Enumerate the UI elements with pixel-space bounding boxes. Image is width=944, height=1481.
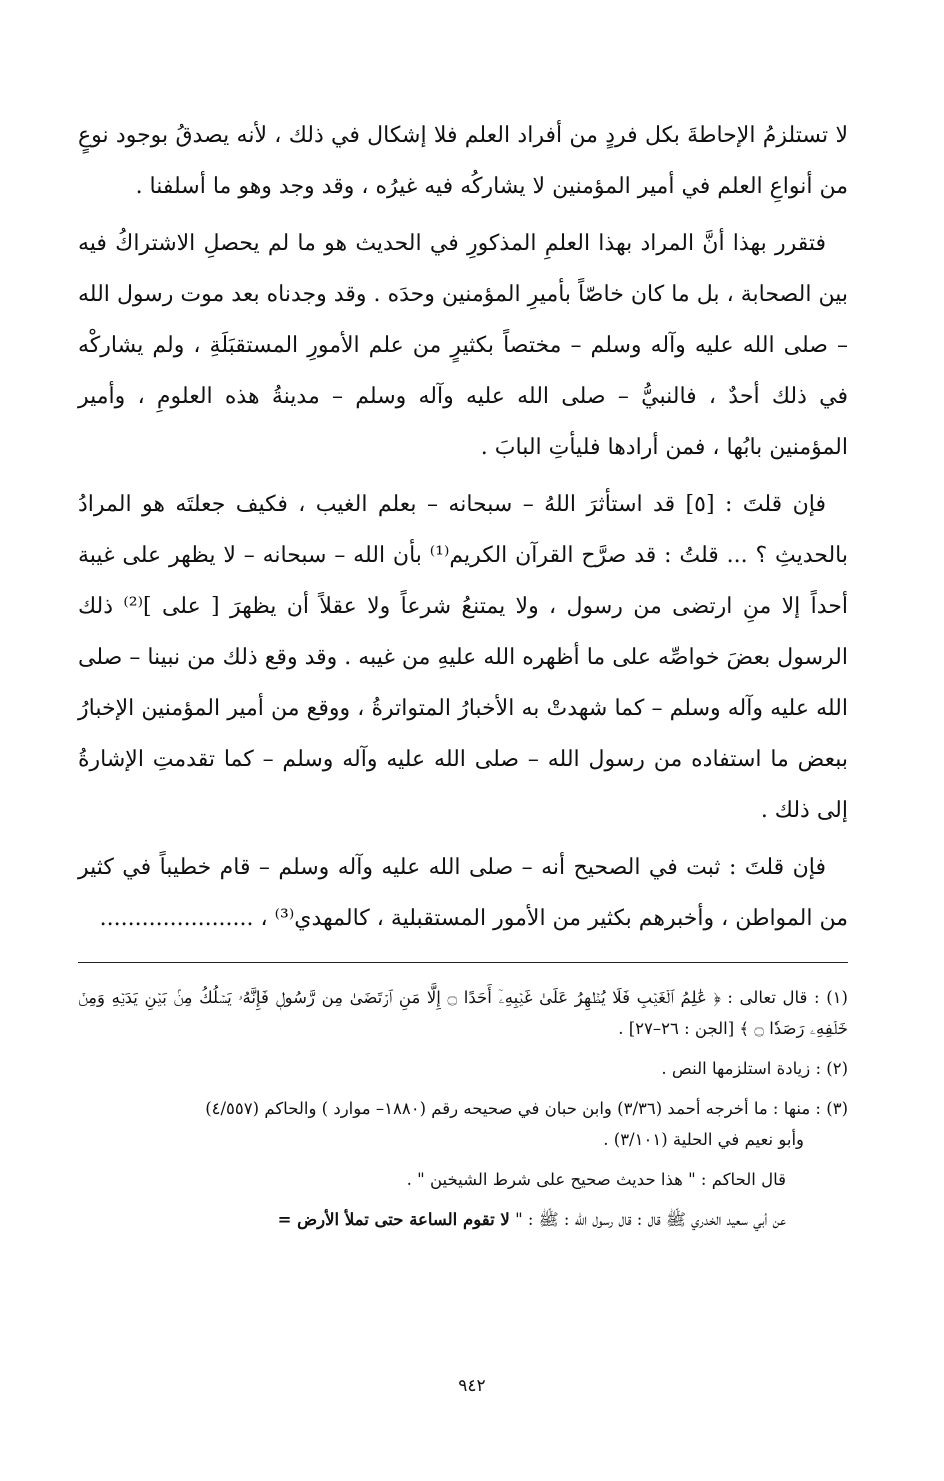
footnote-3-hakim: قال الحاكم : " هذا حديث صحيح على شرط الشيخين " .	[406, 1170, 786, 1189]
footnote-3-hadith-bold: لا تقوم الساعة حتى تملأ الأرض =	[277, 1210, 510, 1229]
footnote-1: (١) : قال تعالى : ﴿ عَٰلِمُ ٱلۡغَيۡبِ فَلَا يُظۡهِرُ عَلَىٰ غَيۡبِهِۦٓ أَحَدًا ۝ إِلَّا مَنِ ٱرۡتَضَىٰ مِن رَّسُولٖ فَإِنَّهُۥ يَسۡلُكُ مِنۢ بَيۡنِ يَدَيۡهِ وَمِنۡ خَلۡفِهِۦ رَصَدٗا ۝ ﴾ [الجن : ٢٦–٢٧] .	[78, 988, 848, 1038]
paragraph-3: فإن قلتَ : [٥] قد استأثرَ اللهُ – سبحانه – بعلم الغيب ، فكيف جعلتَه هو المرادُ بالحديثِ ؟ ... قلتُ : قد صرَّح القرآن الكريم⁽¹⁾ بأن الله – سبحانه – لا يظهر على غيبة أحداً إلا منِ ارتضى من رسول ، ولا يمتنعُ شرعاً ولا عقلاً أن يظهرَ [ على ]⁽²⁾ ذلك الرسول بعضَ خواصِّه على ما أظهره الله عليهِ من غيبه . وقد وقع ذلك من نبينا – صلى الله عليه وآله وسلم – كما شهدتْ به الأخبارُ المتواترةُ ، ووقع من أمير المؤمنين الإخبارُ ببعض ما استفاده من رسول الله – صلى الله عليه وآله وسلم – كما تقدمتِ الإشارةُ إلى ذلك .	[78, 492, 848, 823]
footnote-3: (٣) : منها : ما أخرجه أحمد (٣/٣٦) وابن حبان في صحيحه رقم (١٨٨٠– موارد ) والحاكم (٤/٥٥٧)	[205, 1099, 848, 1118]
paragraph-2: فتقرر بهذا أنَّ المراد بهذا العلمِ المذكورِ في الحديث هو ما لم يحصلِ الاشتراكُ فيه بين الصحابة ، بل ما كان خاصّاً بأميرِ المؤمنين وحدَه . وقد وجدناه بعد موت رسول الله – صلى الله عليه وآله وسلم – مختصاً بكثيرٍ من علم الأمورِ المستقبَلَةِ ، ولم يشاركْه في ذلك أحدٌ ، فالنبيُّ – صلى الله عليه وآله وسلم – مدينةُ هذه العلومِ ، وأمير المؤمنين بابُها ، فمن أرادها فليأتِ البابَ .	[78, 231, 848, 460]
paragraph-1: لا تستلزمُ الإحاطةَ بكل فردٍ من أفراد العلم فلا إشكال في ذلك ، لأنه يصدقُ بوجود نوعٍ من أنواعِ العلم في أمير المؤمنين لا يشاركُه فيه غيرُه ، وقد وجد وهو ما أسلفنا .	[78, 123, 848, 199]
footnote-3-hadith	[78, 1204, 848, 1235]
paragraph-4: فإن قلتَ : ثبت في الصحيح أنه – صلى الله عليه وآله وسلم – قام خطيباً في كثير من المواطن ، وأخبرهم بكثير من الأمور المستقبلية ، كالمهدي⁽³⁾ ، ......................	[78, 855, 848, 931]
main-text-block	[78, 110, 848, 944]
page-number: ٩٤٢	[458, 1376, 486, 1396]
footnote-3-continuation: وأبو نعيم في الحلية (٣/١٠١) .	[603, 1130, 804, 1149]
footnote-3-hadith-lead: عن أبي سعيد الخدري ﷺ قال : قال رسول الله : ﷺ : "	[515, 1210, 786, 1229]
footnotes	[78, 982, 848, 1244]
footnote-divider	[78, 962, 848, 963]
body-text	[78, 110, 848, 944]
footnote-2: (٢) : زيادة استلزمها النص .	[661, 1059, 848, 1078]
